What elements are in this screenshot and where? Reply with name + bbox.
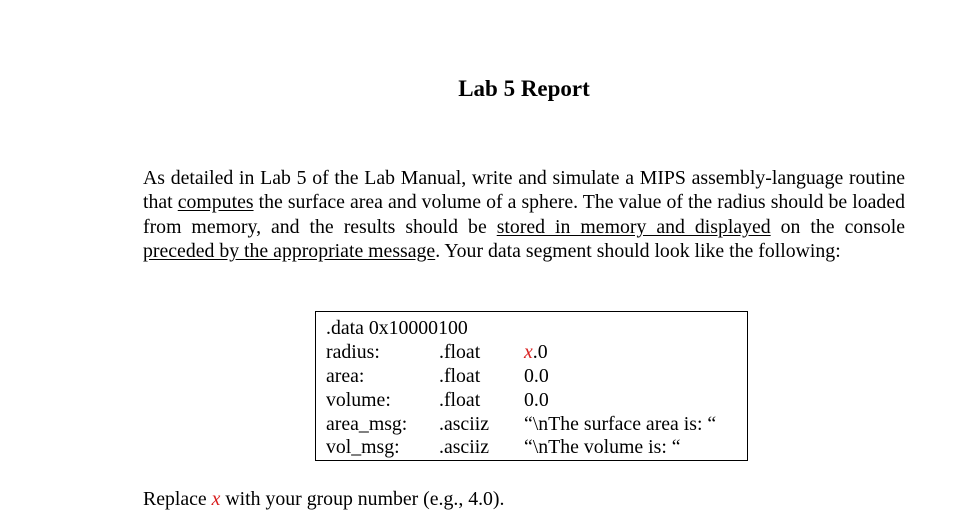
- underlined-preceded-message: preceded by the appropriate message: [143, 240, 436, 263]
- code-row-vol-msg: [316, 435, 747, 459]
- paragraph-text-4: . Your data segment should look like the following:: [435, 240, 841, 263]
- paragraph-text-2: the surface area and volume of a sphere. The value of the radius should be loaded from memory, and the results should be: [143, 191, 905, 238]
- group-variable-x: x: [524, 341, 533, 363]
- underlined-stored-displayed: stored in memory and displayed: [496, 215, 771, 238]
- paragraph-text-1: As detailed in Lab 5 of the Lab Manual, write and simulate a MIPS assembly-language routine that: [143, 167, 905, 214]
- code-directive: .float: [439, 389, 481, 411]
- paragraph-text-3: on the console: [770, 215, 905, 238]
- code-value-suffix: .0: [532, 341, 548, 363]
- code-directive: .float: [439, 341, 481, 363]
- code-label: area_msg:: [326, 413, 408, 435]
- code-label: area:: [326, 365, 365, 387]
- footer-text-after: with your group number (e.g., 4.0).: [220, 488, 505, 510]
- code-value: 0.0: [524, 365, 549, 387]
- code-row-volume: [316, 388, 747, 412]
- code-row-radius: [316, 340, 747, 364]
- footer-instruction: [143, 487, 504, 511]
- code-value: “\nThe volume is: “: [524, 436, 681, 458]
- footer-variable-x: x: [211, 488, 221, 510]
- code-value: [524, 340, 548, 364]
- code-directive: .asciiz: [439, 436, 489, 458]
- page-title: Lab 5 Report: [458, 76, 590, 101]
- code-value: 0.0: [524, 389, 549, 411]
- data-directive-header: .data 0x10000100: [326, 317, 468, 339]
- code-row-area: [316, 364, 747, 388]
- code-directive: .float: [439, 365, 481, 387]
- underlined-computes: computes: [177, 191, 254, 214]
- instructions-paragraph: [143, 166, 905, 264]
- footer-text-before: Replace: [143, 488, 212, 510]
- data-segment-box: [315, 311, 748, 461]
- code-label: volume:: [326, 389, 391, 411]
- code-label: radius:: [326, 341, 380, 363]
- code-directive: .asciiz: [439, 413, 489, 435]
- code-row-area-msg: [316, 412, 747, 436]
- code-label: vol_msg:: [326, 436, 400, 458]
- code-value: “\nThe surface area is: “: [524, 413, 717, 435]
